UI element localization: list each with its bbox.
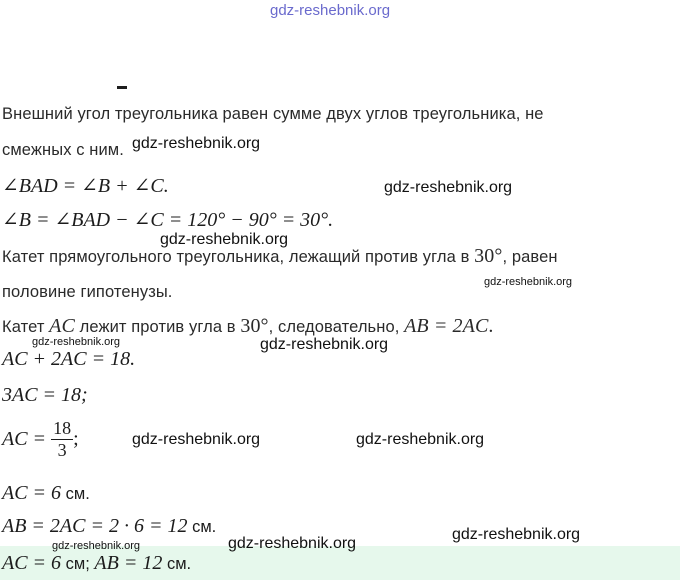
equation-fraction — [2, 419, 79, 460]
paragraph-ac-leg — [2, 315, 494, 338]
eq6-math: AC = 6 — [2, 482, 62, 504]
p3-mid2: , следовательно, — [268, 318, 405, 336]
watermark: gdz-reshebnik.org — [260, 336, 389, 353]
p3-end: . — [488, 315, 494, 337]
paragraph-leg-angle: 30° — [474, 245, 503, 267]
watermark: gdz-reshebnik.org — [228, 535, 357, 552]
watermark: gdz-reshebnik.org — [452, 526, 581, 543]
p3-deg: 30° — [240, 315, 269, 337]
ans-t1: см; — [61, 555, 95, 573]
watermark: gdz-reshebnik.org — [52, 540, 141, 552]
eq7-math: AB = 2AC = 2 · 6 = 12 — [2, 515, 188, 537]
equation-sum — [2, 348, 135, 371]
fraction-denominator: 3 — [57, 439, 67, 460]
paragraph-exterior-angle-line2: смежных с ним. — [2, 141, 124, 159]
paragraph-exterior-angle-line1: Внешний угол треугольника равен сумме двух углов треугольника, не — [2, 105, 544, 123]
p3-eq: AB = 2AC — [404, 315, 489, 337]
paragraph-leg-text-pre: Катет прямоугольного треугольника, лежащий против угла в — [2, 248, 475, 266]
paragraph-leg-line2: половине гипотенузы. — [2, 283, 173, 301]
equation-sum-text: AC + 2AC = 18. — [2, 348, 136, 370]
ans-m1: AC = 6 — [2, 552, 62, 574]
watermark-top: gdz-reshebnik.org — [270, 2, 391, 19]
watermark: gdz-reshebnik.org — [32, 336, 121, 348]
fraction — [51, 419, 73, 460]
paragraph-leg-text-post: , равен — [502, 248, 558, 266]
watermark: gdz-reshebnik.org — [484, 276, 573, 288]
ans-m2: AB = 12 — [94, 552, 163, 574]
equation-angle-b-text: ∠B = ∠BAD − ∠C = 120° − 90° = 30°. — [2, 209, 334, 231]
watermark: gdz-reshebnik.org — [160, 231, 289, 248]
equation-ab-value — [2, 515, 216, 538]
watermark: gdz-reshebnik.org — [132, 135, 261, 152]
ans-t2: см. — [162, 555, 192, 573]
p3-pre: Катет — [2, 318, 50, 336]
equation-bad — [2, 173, 169, 198]
cropped-heading-fragment — [117, 86, 127, 89]
equation-ac-value — [2, 482, 90, 505]
eq5-end: ; — [73, 427, 79, 450]
p3-mid: лежит против угла в — [74, 318, 241, 336]
paragraph-leg-line1 — [2, 245, 558, 268]
eq7-unit: см. — [187, 518, 217, 536]
watermark: gdz-reshebnik.org — [132, 431, 261, 448]
equation-bad-text: ∠BAD = ∠B + ∠C. — [2, 175, 169, 197]
watermark: gdz-reshebnik.org — [356, 431, 485, 448]
answer-line — [2, 552, 191, 575]
watermark: gdz-reshebnik.org — [384, 179, 513, 196]
fraction-numerator: 18 — [53, 418, 72, 438]
equation-angle-b — [2, 207, 333, 232]
equation-3ac-text: 3AC = 18; — [2, 384, 88, 406]
p3-ac: AC — [49, 315, 75, 337]
eq5-lhs: AC = — [2, 427, 47, 450]
equation-3ac — [2, 384, 88, 407]
eq6-unit: см. — [61, 485, 90, 503]
